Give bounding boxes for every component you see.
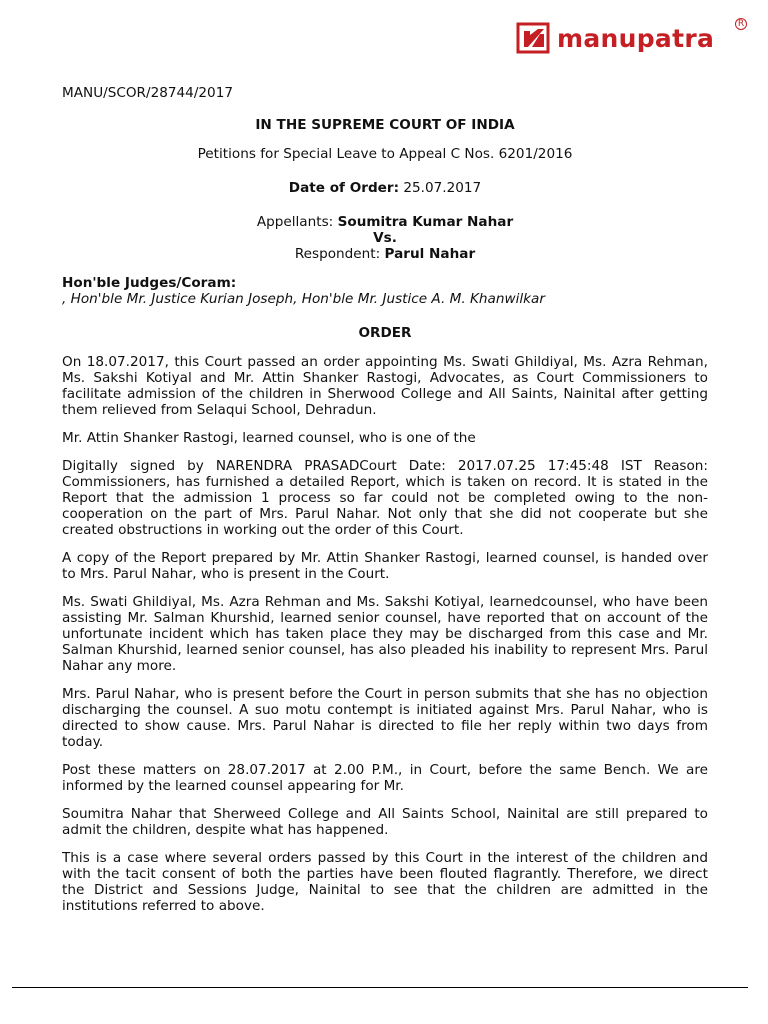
respondent-label: Respondent: xyxy=(294,246,385,262)
paragraph: This is a case where several orders passed by this Court in the interest of the children and with the tacit consent of both the parties have been flouted flagrantly. Therefore, we direct the District and Sessions Judge, Nainital to see that the children are admitted in the institutions referred to above. xyxy=(62,850,708,914)
respondent-line xyxy=(62,246,708,262)
date-label: Date of Order: xyxy=(288,180,400,196)
citation-number: MANU/SCOR/28744/2017 xyxy=(62,85,233,101)
registered-mark: R xyxy=(735,18,747,30)
judges-names: , Hon'ble Mr. Justice Kurian Joseph, Hon'ble Mr. Justice A. M. Khanwilkar xyxy=(62,291,545,307)
order-heading: ORDER xyxy=(358,325,412,341)
logo-wordmark: manupatra xyxy=(557,23,715,53)
paragraph: On 18.07.2017, this Court passed an order appointing Ms. Swati Ghildiyal, Ms. Azra Rehman, Ms. Sakshi Kotiyal and Mr. Attin Shanker Rastogi, Advocates, as Court Commissioners to facilitate admission of the children in Sherwood College and All Saints, Nainital after getting them relieved from Selaqui School, Dehradun. xyxy=(62,354,708,418)
date-of-order xyxy=(62,180,708,196)
paragraph: Digitally signed by NARENDRA PRASADCourt Date: 2017.07.25 17:45:48 IST Reason: Commissioners, has furnished a detailed Report, which is taken on record. It is stated in the Report that the admission 1 process so far could not be completed owing to the non-cooperation on the part of Mrs. Parul Nahar. Not only that she did not cooperate but she created obstructions in working out the order of this Court. xyxy=(62,458,708,538)
versus: Vs. xyxy=(373,230,397,246)
paragraph: Ms. Swati Ghildiyal, Ms. Azra Rehman and Ms. Sakshi Kotiyal, learnedcounsel, who have been assisting Mr. Salman Khurshid, learned senior counsel, have reported that on account of the unfortunate incident which has taken place they may be discharged from this case and Mr. Salman Khurshid, learned senior counsel, has also pleaded his inability to represent Mrs. Parul Nahar any more. xyxy=(62,594,708,674)
paragraph: Soumitra Nahar that Sherweed College and All Saints School, Nainital are still prepared to admit the children, despite what has happened. xyxy=(62,806,708,838)
appellants-line xyxy=(62,214,708,230)
footer-divider xyxy=(12,987,748,988)
paragraph: Post these matters on 28.07.2017 at 2.00 P.M., in Court, before the same Bench. We are informed by the learned counsel appearing for Mr. xyxy=(62,762,708,794)
paragraph: A copy of the Report prepared by Mr. Attin Shanker Rastogi, learned counsel, is handed over to Mrs. Parul Nahar, who is present in the Court. xyxy=(62,550,708,582)
respondent-name: Parul Nahar xyxy=(384,246,476,262)
appellants-label: Appellants: xyxy=(256,214,338,230)
date-value: 25.07.2017 xyxy=(399,180,482,196)
judges-heading: Hon'ble Judges/Coram: xyxy=(62,275,237,291)
document-body xyxy=(62,85,708,914)
paragraph: Mrs. Parul Nahar, who is present before the Court in person submits that she has no objection discharging the counsel. A suo motu contempt is initiated against Mrs. Parul Nahar, who is directed to show cause. Mrs. Parul Nahar is directed to file her reply within two days from today. xyxy=(62,686,708,750)
manupatra-logo-icon xyxy=(516,20,552,56)
court-title: IN THE SUPREME COURT OF INDIA xyxy=(255,117,515,133)
paragraph: Mr. Attin Shanker Rastogi, learned counsel, who is one of the xyxy=(62,430,476,446)
manupatra-logo xyxy=(516,19,745,56)
appellants-name: Soumitra Kumar Nahar xyxy=(337,214,514,230)
case-line: Petitions for Special Leave to Appeal C Nos. 6201/2016 xyxy=(197,146,573,162)
